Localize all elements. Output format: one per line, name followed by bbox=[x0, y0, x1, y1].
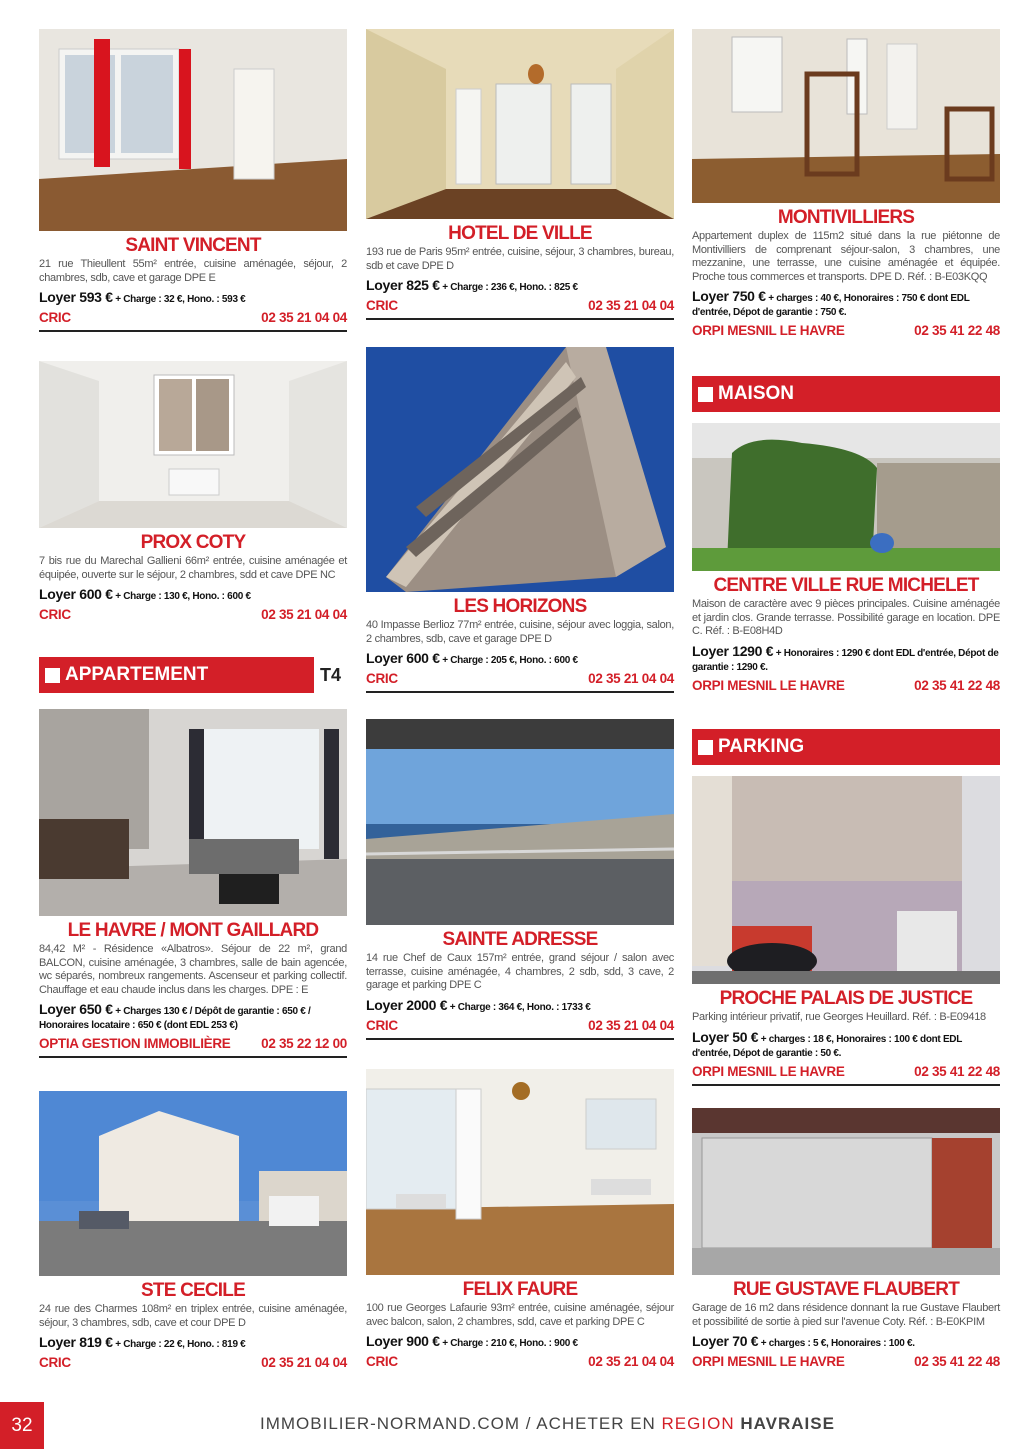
listing-price bbox=[692, 1030, 1000, 1061]
listing-title: LES HORIZONS bbox=[453, 596, 587, 617]
section-title: APPARTEMENT bbox=[65, 664, 209, 685]
agency-name[interactable]: CRIC bbox=[39, 607, 71, 622]
listing-description: Parking intérieur privatif, rue Georges Heuillard. Réf. : B-E09418 bbox=[692, 1011, 986, 1023]
section-band-maison bbox=[692, 376, 1000, 412]
type-badge: T4 bbox=[314, 657, 347, 693]
listing-description: Appartement duplex de 115m2 situé dans la rue piétonne de Montivilliers de comprenant séjour-salon, 3 chambres, une mezzanine, une terrasse, une cuisine aménagée et équipée. Proche tous commerces et transports. DPE D. Réf. : B-E03KQQ bbox=[692, 230, 1000, 283]
listing-description: 40 Impasse Berlioz 77m² entrée, cuisine, séjour avec loggia, salon, 2 chambres, sdb, cave et garage DPE D bbox=[366, 619, 674, 645]
agency-name[interactable]: CRIC bbox=[366, 1354, 398, 1369]
agency-phone[interactable]: 02 35 21 04 04 bbox=[588, 1017, 674, 1033]
listing-card[interactable] bbox=[366, 719, 674, 1040]
listing-photo[interactable] bbox=[39, 361, 347, 528]
listing-price bbox=[366, 278, 674, 295]
agency-row bbox=[39, 310, 347, 325]
listing-description: 84,42 M² - Résidence «Albatros». Séjour de 22 m², grand BALCON, cuisine aménagée, 3 chambres, salle de bain agencée, wc séparés, nombreux rangements. Ascenseur et parking collectif. Chauffage et eau chaude inclus dans les charges. DPE : E bbox=[39, 943, 347, 996]
rent: Loyer 900 € bbox=[366, 1333, 440, 1349]
agency-name[interactable]: ORPI MESNIL LE HAVRE bbox=[692, 323, 845, 338]
square-icon bbox=[45, 668, 60, 683]
charges: + Charge : 210 €, Hono. : 900 € bbox=[439, 1338, 578, 1349]
listing-description: Maison de caractère avec 9 pièces principales. Cuisine aménagée et jardin clos. Grande terrasse. Possibilité garage en location. DPE C. Réf. : B-E08H4D bbox=[692, 598, 1000, 637]
listing-title: RUE GUSTAVE FLAUBERT bbox=[732, 1279, 960, 1300]
listing-title: SAINT VINCENT bbox=[125, 235, 261, 256]
section-band-parking bbox=[692, 729, 1000, 765]
rent: Loyer 600 € bbox=[366, 650, 440, 666]
listing-title: HOTEL DE VILLE bbox=[448, 223, 592, 244]
agency-name[interactable]: CRIC bbox=[366, 1017, 398, 1033]
listing-description: 14 rue Chef de Caux 157m² entrée, grand séjour / salon avec terrasse, cuisine aménagée, 4 chambres, 2 sdb, sdd, 3 cave, 2 garage et parking DPE C bbox=[366, 952, 674, 991]
footer-line bbox=[260, 1414, 835, 1434]
agency-row bbox=[39, 607, 347, 622]
listing-card[interactable] bbox=[39, 1091, 347, 1370]
agency-name[interactable]: ORPI MESNIL LE HAVRE bbox=[692, 1354, 845, 1369]
rent: Loyer 750 € bbox=[692, 288, 766, 304]
listing-price bbox=[692, 1334, 1000, 1351]
charges: + Charge : 22 €, Hono. : 819 € bbox=[112, 1339, 246, 1350]
divider bbox=[366, 318, 674, 320]
agency-row bbox=[692, 323, 1000, 338]
divider bbox=[39, 330, 347, 332]
listing-description: 7 bis rue du Marechal Gallieni 66m² entrée, cuisine aménagée et équipée, ouverte sur le séjour, 2 chambres, sdd et cave DPE NC bbox=[39, 555, 347, 581]
listing-title: PROCHE PALAIS DE JUSTICE bbox=[719, 988, 973, 1009]
footer-acheter: ACHETER EN bbox=[536, 1414, 662, 1433]
agency-phone[interactable]: 02 35 21 04 04 bbox=[588, 671, 674, 686]
listing-card[interactable] bbox=[39, 29, 347, 332]
agency-name[interactable]: ORPI MESNIL LE HAVRE bbox=[692, 677, 845, 693]
agency-row bbox=[39, 1355, 347, 1370]
page-footer bbox=[0, 1402, 1024, 1449]
rent: Loyer 50 € bbox=[692, 1028, 759, 1045]
listing-card[interactable] bbox=[692, 423, 1000, 693]
agency-phone[interactable]: 02 35 41 22 48 bbox=[914, 1354, 1000, 1369]
listing-price bbox=[366, 651, 674, 668]
agency-row bbox=[366, 1018, 674, 1033]
listing-title: STE CECILE bbox=[141, 1280, 245, 1301]
agency-row bbox=[366, 671, 674, 686]
listing-description: 21 rue Thieullent 55m² entrée, cuisine aménagée, séjour, 2 chambres, sdb, cave et garage DPE E bbox=[39, 258, 347, 284]
listing-description: 100 rue Georges Lafaurie 93m² entrée, cuisine aménagée, séjour avec balcon, salon, 2 chambres, sdd, cave et parking DPE C bbox=[366, 1302, 674, 1328]
rent: Loyer 593 € bbox=[39, 289, 113, 305]
rent: Loyer 825 € bbox=[366, 277, 440, 293]
charges: + charges : 5 €, Honoraires : 100 €. bbox=[758, 1338, 915, 1349]
listing-photo[interactable] bbox=[39, 709, 347, 916]
rent: Loyer 650 € bbox=[39, 1001, 113, 1017]
divider bbox=[39, 1056, 347, 1058]
listing-photo[interactable] bbox=[692, 29, 1000, 203]
section-band-appartement bbox=[39, 657, 347, 693]
agency-row bbox=[692, 1064, 1000, 1079]
agency-phone[interactable]: 02 35 21 04 04 bbox=[261, 310, 347, 325]
listing-price bbox=[692, 644, 1000, 675]
agency-name[interactable]: CRIC bbox=[366, 671, 398, 686]
page-number: 32 bbox=[0, 1402, 44, 1449]
section-title: MAISON bbox=[718, 383, 794, 404]
charges: + Charge : 130 €, Hono. : 600 € bbox=[112, 591, 251, 602]
charges: + charges : 18 €, Honoraires : 100 € dont EDL d'entrée, Dépot de garantie : 50 €. bbox=[692, 1033, 962, 1059]
listing-price bbox=[39, 1335, 347, 1352]
agency-row bbox=[39, 1036, 347, 1051]
footer-region: REGION bbox=[661, 1414, 741, 1433]
listing-price bbox=[366, 1334, 674, 1351]
rent: Loyer 600 € bbox=[39, 586, 113, 602]
listing-title: FELIX FAURE bbox=[462, 1279, 578, 1300]
agency-phone[interactable]: 02 35 21 04 04 bbox=[261, 1355, 347, 1370]
rent: Loyer 2000 € bbox=[366, 996, 448, 1013]
agency-name[interactable]: ORPI MESNIL LE HAVRE bbox=[692, 1063, 845, 1079]
listing-title: PROX COTY bbox=[140, 532, 246, 553]
agency-name[interactable]: CRIC bbox=[39, 1355, 71, 1370]
charges: + Charge : 236 €, Hono. : 825 € bbox=[439, 282, 578, 293]
agency-phone[interactable]: 02 35 41 22 48 bbox=[914, 323, 1000, 338]
agency-row bbox=[366, 1354, 674, 1369]
divider bbox=[692, 1084, 1000, 1086]
agency-phone[interactable]: 02 35 41 22 48 bbox=[914, 677, 1000, 693]
listing-title: SAINTE ADRESSE bbox=[442, 929, 598, 950]
listing-photo[interactable] bbox=[366, 1069, 674, 1275]
rent: Loyer 819 € bbox=[39, 1334, 113, 1350]
listing-card[interactable] bbox=[366, 29, 674, 320]
listing-card[interactable] bbox=[692, 29, 1000, 338]
agency-row bbox=[366, 298, 674, 313]
listing-photo[interactable] bbox=[366, 719, 674, 925]
listing-photo[interactable] bbox=[366, 347, 674, 592]
agency-phone[interactable]: 02 35 21 04 04 bbox=[588, 1354, 674, 1369]
rent: Loyer 1290 € bbox=[692, 642, 774, 659]
agency-phone[interactable]: 02 35 22 12 00 bbox=[261, 1036, 347, 1051]
listing-card[interactable] bbox=[39, 361, 347, 622]
listing-price bbox=[39, 1002, 347, 1033]
listing-price bbox=[39, 587, 347, 604]
agency-phone[interactable]: 02 35 21 04 04 bbox=[261, 607, 347, 622]
listing-price bbox=[692, 289, 1000, 320]
listing-photo[interactable] bbox=[692, 423, 1000, 571]
charges: + Charge : 32 €, Hono. : 593 € bbox=[112, 294, 246, 305]
listing-price bbox=[39, 290, 347, 307]
charges: + Charge : 364 €, Hono. : 1733 € bbox=[447, 1001, 591, 1013]
listing-price bbox=[366, 998, 674, 1015]
listing-photo[interactable] bbox=[366, 29, 674, 219]
listing-photo[interactable] bbox=[39, 1091, 347, 1276]
agency-row bbox=[692, 678, 1000, 693]
listing-card[interactable] bbox=[39, 709, 347, 1058]
charges: + Honoraires : 1290 € dont EDL d'entrée, Dépot de garantie : 1290 €. bbox=[692, 647, 999, 673]
agency-row bbox=[692, 1354, 1000, 1369]
listing-title: MONTIVILLIERS bbox=[777, 207, 915, 228]
divider bbox=[366, 1038, 674, 1040]
charges: + charges : 40 €, Honoraires : 750 € dont EDL d'entrée, Dépot de garantie : 750 €. bbox=[692, 293, 970, 318]
listing-photo[interactable] bbox=[39, 29, 347, 231]
separator: / bbox=[520, 1414, 537, 1433]
listing-card[interactable] bbox=[692, 1108, 1000, 1369]
square-icon bbox=[698, 387, 713, 402]
listing-photo[interactable] bbox=[692, 776, 1000, 984]
site-link[interactable]: IMMOBILIER-NORMAND.COM bbox=[260, 1414, 520, 1433]
divider bbox=[366, 691, 674, 693]
square-icon bbox=[698, 740, 713, 755]
listing-description: Garage de 16 m2 dans résidence donnant la rue Gustave Flaubert et possibilité de sortie à pied sur l'avenue Coty. Réf. : B-E0KPIM bbox=[692, 1302, 1000, 1328]
charges: + Charges 130 € / Dépôt de garantie : 650 € / Honoraires locataire : 650 € (dont EDL 253 €) bbox=[39, 1006, 311, 1031]
footer-havraise: HAVRAISE bbox=[740, 1414, 835, 1433]
listing-photo[interactable] bbox=[692, 1108, 1000, 1275]
agency-phone[interactable]: 02 35 41 22 48 bbox=[914, 1063, 1000, 1079]
listing-card[interactable] bbox=[366, 347, 674, 693]
listing-title: CENTRE VILLE RUE MICHELET bbox=[713, 575, 979, 596]
listing-title: LE HAVRE / MONT GAILLARD bbox=[67, 920, 319, 941]
agency-phone[interactable]: 02 35 21 04 04 bbox=[588, 298, 674, 313]
agency-name[interactable]: CRIC bbox=[39, 310, 71, 325]
listing-description: 24 rue des Charmes 108m² en triplex entrée, cuisine aménagée, séjour, 3 chambres, sdb, cave et cour DPE D bbox=[39, 1303, 347, 1329]
listing-card[interactable] bbox=[366, 1069, 674, 1369]
agency-name[interactable]: CRIC bbox=[366, 298, 398, 313]
rent: Loyer 70 € bbox=[692, 1333, 759, 1349]
listing-card[interactable] bbox=[692, 776, 1000, 1086]
charges: + Charge : 205 €, Hono. : 600 € bbox=[439, 655, 578, 666]
listing-description: 193 rue de Paris 95m² entrée, cuisine, séjour, 3 chambres, bureau, sdb et cave DPE D bbox=[366, 246, 674, 272]
agency-name[interactable]: OPTIA GESTION IMMOBILIÈRE bbox=[39, 1036, 231, 1051]
section-title: PARKING bbox=[718, 736, 805, 757]
